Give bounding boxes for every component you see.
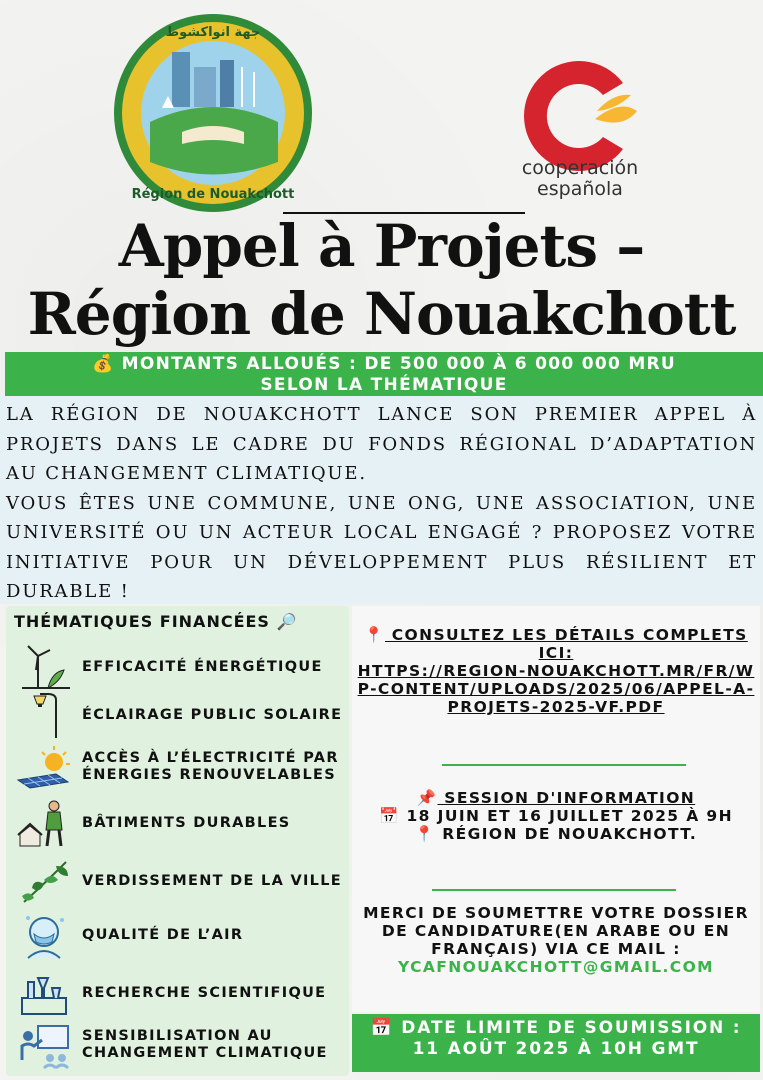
amount-banner — [5, 352, 763, 396]
theme-item — [16, 910, 350, 960]
location-pin-icon: 📍 — [414, 825, 436, 843]
calendar-icon: 📅 — [370, 1018, 394, 1038]
deadline-line1: DATE LIMITE DE SOUMISSION : — [393, 1018, 742, 1038]
details-url-link[interactable]: HTTPS://REGION-NOUAKCHOTT.MR/FR/WP-CONTENT/UPLOADS/2025/06/APPEL-A-PROJETS-2025-VF.PDF — [357, 662, 755, 716]
session-block — [352, 789, 760, 843]
theme-label: ÉCLAIRAGE PUBLIC SOLAIRE — [82, 706, 343, 723]
theme-item — [16, 856, 350, 906]
intro-paragraph-1: LA RÉGION DE NOUAKCHOTT LANCE SON PREMIER APPEL À PROJETS DANS LE CADRE DU FONDS RÉGIONAL D’ADAPTATION AU CHANGEMENT CLIMATIQUE. — [6, 404, 757, 484]
theme-label: BÂTIMENTS DURABLES — [82, 814, 291, 831]
gardener-house-icon — [16, 798, 74, 848]
intro-text — [0, 396, 763, 604]
theme-item — [16, 642, 350, 692]
pushpin-icon: 📌 — [416, 789, 438, 807]
theme-item — [16, 798, 350, 848]
amount-line1: 💰 MONTANTS ALLOUÉS : DE 500 000 À 6 000 000 MRU — [91, 354, 677, 374]
submit-text: MERCI DE SOUMETTRE VOTRE DOSSIER DE CANDIDATURE(EN ARABE OU EN FRANÇAIS) VIA CE MAIL : — [363, 904, 749, 958]
separator — [442, 764, 686, 766]
theme-label: ACCÈS À L’ÉLECTRICITÉ PAR ÉNERGIES RENOUVELABLES — [82, 750, 339, 783]
page-title-line1: Appel à Projets – — [118, 212, 645, 280]
session-place: RÉGION DE NOUAKCHOTT. — [435, 825, 698, 843]
deadline-banner — [352, 1014, 760, 1072]
intro-paragraph-2: VOUS ÊTES UNE COMMUNE, UNE ONG, UNE ASSOCIATION, UNE UNIVERSITÉ OU UN ACTEUR LOCAL ENGAGÉ ? PROPOSEZ VOTRE INITIATIVE POUR UN DÉVELOPPEMENT PLUS RÉSILIENT ET DURABLE ! — [6, 492, 757, 602]
details-heading: CONSULTEZ LES DÉTAILS COMPLETS ICI: — [384, 626, 748, 662]
coop-line2: española — [537, 178, 623, 200]
amount-line2: SELON LA THÉMATIQUE — [260, 375, 508, 395]
street-lamp-icon — [16, 690, 74, 740]
theme-label: SENSIBILISATION AU CHANGEMENT CLIMATIQUE — [82, 1028, 328, 1061]
cooperacion-text — [500, 158, 660, 200]
calendar-icon: 📅 — [379, 807, 400, 825]
teaching-icon — [16, 1020, 74, 1070]
session-dates: 18 JUIN ET 16 JUILLET 2025 À 9H — [399, 807, 733, 825]
wind-turbine-plant-icon — [16, 642, 74, 692]
session-heading: SESSION D'INFORMATION — [437, 789, 696, 807]
page-title-line2: Région de Nouakchott — [27, 280, 736, 348]
theme-label: RECHERCHE SCIENTIFIQUE — [82, 984, 327, 1001]
theme-item — [16, 690, 350, 740]
theme-item — [16, 742, 350, 792]
theme-label: EFFICACITÉ ÉNERGÉTIQUE — [82, 658, 323, 675]
coop-line1: cooperación — [521, 157, 639, 179]
logo-latin-text: Région de Nouakchott — [131, 187, 295, 202]
solar-panel-sun-icon — [16, 742, 74, 792]
themes-title: THÉMATIQUES FINANCÉES 🔎 — [14, 612, 298, 631]
theme-item — [16, 968, 350, 1018]
theme-label: QUALITÉ DE L’AIR — [82, 926, 244, 943]
deadline-line2: 11 AOÛT 2025 À 10H GMT — [412, 1039, 700, 1059]
details-block — [352, 626, 760, 716]
contact-email-link[interactable]: YCAFNOUAKCHOTT@GMAIL.COM — [398, 958, 714, 976]
leaves-vine-icon — [16, 856, 74, 906]
theme-item — [16, 1020, 350, 1070]
logo-arabic-text: جهة انواكشوط — [165, 25, 261, 40]
laboratory-icon — [16, 968, 74, 1018]
region-nouakchott-logo — [112, 12, 314, 214]
theme-label: VERDISSEMENT DE LA VILLE — [82, 872, 342, 889]
separator — [432, 889, 676, 891]
mask-person-icon — [16, 910, 74, 960]
pin-icon: 📍 — [364, 626, 385, 644]
submit-block — [352, 904, 760, 976]
